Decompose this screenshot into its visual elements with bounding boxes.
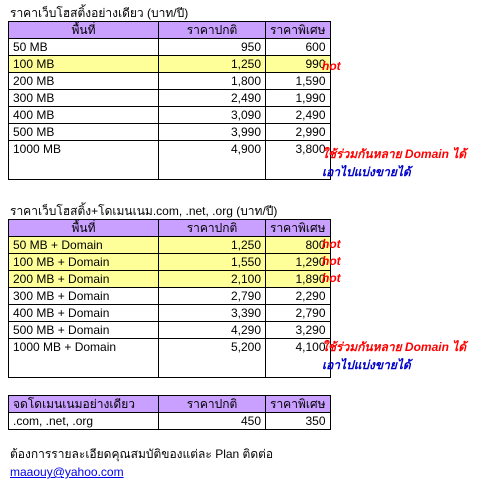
table-header-row bbox=[9, 22, 331, 39]
normal-price: 3,090 bbox=[159, 107, 266, 124]
hot-label: hot bbox=[322, 254, 341, 268]
contact-text: ต้องการรายละเอียดคุณสมบัติของแต่ละ Plan ติดต่อ bbox=[10, 447, 274, 461]
special-price: 3,800 bbox=[266, 141, 331, 180]
plan-space: 400 MB + Domain bbox=[9, 305, 159, 322]
shared-domain-note: ใช้ร่วมกันหลาย Domain ได้ bbox=[322, 147, 467, 161]
special-price: 800 bbox=[266, 237, 331, 254]
domain-tlds: .com, .net, .org bbox=[9, 413, 159, 430]
email-link[interactable]: maaouy@yahoo.com bbox=[10, 465, 124, 479]
plan-space: 300 MB bbox=[9, 90, 159, 107]
table-row bbox=[9, 322, 331, 339]
shared-domain-note: ใช้ร่วมกันหลาย Domain ได้ bbox=[322, 340, 467, 354]
special-price: 1,290 bbox=[266, 254, 331, 271]
normal-price: 3,990 bbox=[159, 124, 266, 141]
header-normal-price: ราคาปกติ bbox=[159, 22, 266, 39]
table-row bbox=[9, 39, 331, 56]
domain-only-table bbox=[8, 395, 331, 430]
hosting-only-table bbox=[8, 21, 331, 180]
special-price: 990 bbox=[266, 56, 331, 73]
special-price: 2,990 bbox=[266, 124, 331, 141]
plan-space: 300 MB + Domain bbox=[9, 288, 159, 305]
plan-space: 200 MB + Domain bbox=[9, 271, 159, 288]
table-row bbox=[9, 107, 331, 124]
special-price: 3,290 bbox=[266, 322, 331, 339]
normal-price: 450 bbox=[159, 413, 266, 430]
table-row bbox=[9, 254, 331, 271]
header-special-price: ราคาพิเศษ bbox=[266, 220, 331, 237]
normal-price: 1,250 bbox=[159, 237, 266, 254]
normal-price: 3,390 bbox=[159, 305, 266, 322]
table-row bbox=[9, 339, 331, 378]
plan-space: 200 MB bbox=[9, 73, 159, 90]
plan-space: 500 MB + Domain bbox=[9, 322, 159, 339]
header-special-price: ราคาพิเศษ bbox=[266, 396, 331, 413]
normal-price: 4,290 bbox=[159, 322, 266, 339]
header-special-price: ราคาพิเศษ bbox=[266, 22, 331, 39]
hosting-domain-title: ราคาเว็บโฮสติ้ง+โดเมนเนม.com, .net, .org (บาท/ปี) bbox=[10, 204, 278, 218]
normal-price: 1,550 bbox=[159, 254, 266, 271]
plan-space: 100 MB + Domain bbox=[9, 254, 159, 271]
table-row bbox=[9, 124, 331, 141]
special-price: 350 bbox=[266, 413, 331, 430]
normal-price: 1,800 bbox=[159, 73, 266, 90]
special-price: 2,290 bbox=[266, 288, 331, 305]
special-price: 1,990 bbox=[266, 90, 331, 107]
header-space: พื้นที่ bbox=[9, 220, 159, 237]
normal-price: 2,790 bbox=[159, 288, 266, 305]
hosting-domain-table bbox=[8, 219, 331, 378]
plan-space: 50 MB + Domain bbox=[9, 237, 159, 254]
hot-label: hot bbox=[322, 271, 341, 285]
table-row bbox=[9, 141, 331, 180]
plan-space: 100 MB bbox=[9, 56, 159, 73]
special-price: 1,890 bbox=[266, 271, 331, 288]
table-header-row bbox=[9, 220, 331, 237]
table-row bbox=[9, 271, 331, 288]
hosting-only-title: ราคาเว็บโฮสติ้งอย่างเดียว (บาท/ปี) bbox=[10, 6, 189, 20]
header-domain-only: จดโดเมนเนมอย่างเดียว bbox=[9, 396, 159, 413]
table-row bbox=[9, 288, 331, 305]
plan-space: 1000 MB + Domain bbox=[9, 339, 159, 378]
normal-price: 1,250 bbox=[159, 56, 266, 73]
normal-price: 4,900 bbox=[159, 141, 266, 180]
plan-space: 50 MB bbox=[9, 39, 159, 56]
special-price: 4,100 bbox=[266, 339, 331, 378]
normal-price: 5,200 bbox=[159, 339, 266, 378]
table-row bbox=[9, 56, 331, 73]
table-row bbox=[9, 413, 331, 430]
resell-note: เอาไปแบ่งขายได้ bbox=[322, 165, 411, 179]
normal-price: 950 bbox=[159, 39, 266, 56]
special-price: 2,490 bbox=[266, 107, 331, 124]
normal-price: 2,490 bbox=[159, 90, 266, 107]
table-row bbox=[9, 305, 331, 322]
special-price: 1,590 bbox=[266, 73, 331, 90]
table-row bbox=[9, 73, 331, 90]
hot-label: hot bbox=[322, 237, 341, 251]
special-price: 2,790 bbox=[266, 305, 331, 322]
normal-price: 2,100 bbox=[159, 271, 266, 288]
header-normal-price: ราคาปกติ bbox=[159, 396, 266, 413]
table-row bbox=[9, 237, 331, 254]
plan-space: 500 MB bbox=[9, 124, 159, 141]
table-header-row bbox=[9, 396, 331, 413]
resell-note: เอาไปแบ่งขายได้ bbox=[322, 358, 411, 372]
table-row bbox=[9, 90, 331, 107]
plan-space: 400 MB bbox=[9, 107, 159, 124]
header-space: พื้นที่ bbox=[9, 22, 159, 39]
header-normal-price: ราคาปกติ bbox=[159, 220, 266, 237]
special-price: 600 bbox=[266, 39, 331, 56]
hot-label: hot bbox=[322, 59, 341, 73]
plan-space: 1000 MB bbox=[9, 141, 159, 180]
